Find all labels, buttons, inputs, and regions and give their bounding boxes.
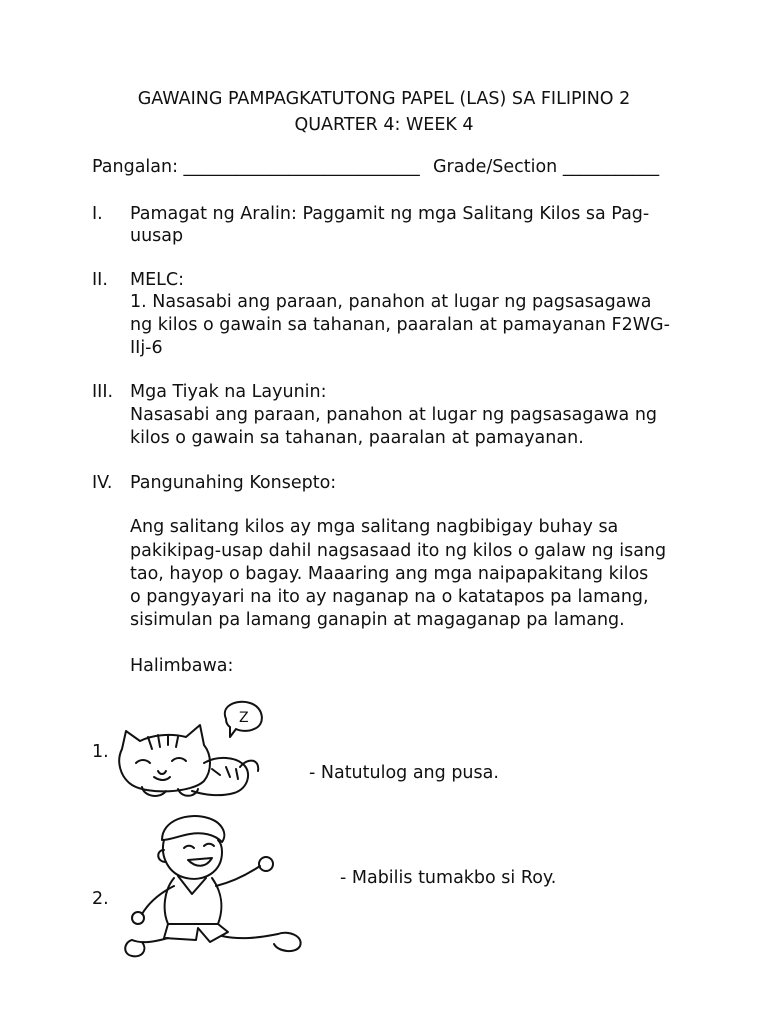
worksheet-title-line1: GAWAING PAMPAGKATUTONG PAPEL (LAS) SA FILIPINO 2	[137, 89, 631, 109]
section-numeral-1: I.	[92, 204, 103, 224]
running-boy-icon	[118, 812, 323, 962]
section-numeral-2: II.	[92, 270, 108, 290]
examples-label: Halimbawa:	[130, 656, 234, 676]
example-1-number: 1.	[92, 742, 109, 762]
speech-bubble-text: Z	[239, 710, 249, 726]
section-1-line: Pamagat ng Aralin: Paggamit ng mga Salitang Kilos sa Pag-	[130, 204, 650, 224]
running-boy-illustration	[118, 812, 323, 962]
concept-paragraph-line: pakikipag-usap dahil nagsasaad ito ng kilos o galaw ng isang	[130, 541, 667, 561]
concept-paragraph-line: Ang salitang kilos ay mga salitang nagbibigay buhay sa	[130, 517, 619, 537]
section-3-line: kilos o gawain sa tahanan, paaralan at pamayanan.	[130, 428, 584, 448]
worksheet-title-line2: QUARTER 4: WEEK 4	[294, 115, 474, 135]
concept-paragraph-line: o pangyayari na ito ay naganap na o katatapos pa lamang,	[130, 587, 649, 607]
section-numeral-4: IV.	[92, 473, 113, 493]
section-numeral-3: III.	[92, 382, 114, 402]
section-1-line: uusap	[130, 226, 184, 246]
section-2-line: 1. Nasasabi ang paraan, panahon at lugar ng pagsasagawa	[130, 292, 652, 312]
sleeping-cat-illustration	[108, 697, 268, 809]
concept-paragraph-line: sisimulan pa lamang ganapin at magaganap pa lamang.	[130, 610, 625, 630]
name-field-label: Pangalan: ___________________________	[92, 157, 420, 177]
example-2-number: 2.	[92, 889, 109, 909]
example-1-sentence: - Natutulog ang pusa.	[309, 763, 499, 783]
section-4-line: Pangunahing Konsepto:	[130, 473, 337, 493]
example-2-sentence: - Mabilis tumakbo si Roy.	[340, 868, 557, 888]
section-2-line: IIj-6	[130, 338, 163, 358]
section-3-line: Mga Tiyak na Layunin:	[130, 382, 327, 402]
section-2-line: ng kilos o gawain sa tahanan, paaralan at pamayanan F2WG-	[130, 315, 670, 335]
grade-section-field-label: Grade/Section ___________	[433, 157, 660, 177]
concept-paragraph-line: tao, hayop o bagay. Maaaring ang mga naipapakitang kilos	[130, 564, 649, 584]
sleeping-cat-icon	[108, 697, 268, 809]
section-2-line: MELC:	[130, 270, 185, 290]
section-3-line: Nasasabi ang paraan, panahon at lugar ng pagsasagawa ng	[130, 405, 658, 425]
